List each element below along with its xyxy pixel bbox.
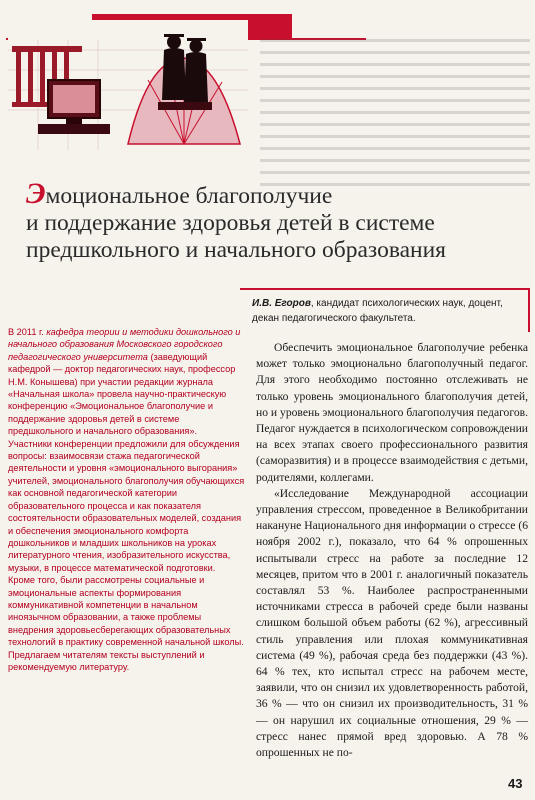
intro-p1-lead: В 2011 г. — [8, 327, 47, 337]
body-paragraph-2: «Исследование Международной ассоциации управления стрессом, проведенное в Великобритании накануне Национального дня информации о стрессе (6 ноября 2002 г.), показало, что 64 % опрошенных испытывали стресс на работе за последние 12 месяцев, притом что в 2001 г. аналогичный показатель составлял 53 %. Наиболее распространенными источниками стресса в рабочей среде были названы слишком большой объем работы (62 %), агрессивный стиль управления или плохая коммуникативная система (49 %), рабочая среда без поддержки (43 %). 64 % тех, кто испытал стресс на рабочем месте, заявили, что он снизил их удовлетворенность работой, 36 % — что он снизил их производительность, 31 % — он нарушил их социальные отношения, 29 % — стресс нанес прямой вред здоровью. А 78 % опрошенных не по- — [256, 486, 528, 760]
author-name: И.В. Егоров — [252, 298, 311, 309]
intro-paragraph-1 — [8, 326, 246, 438]
author-credentials: , кандидат психологических наук, доцент, декан педагогического факультета. — [252, 298, 503, 324]
title-line-3: предшкольного и начального образования — [26, 237, 446, 263]
title-drop-cap: Э — [26, 177, 46, 210]
title-line-2: и поддержание здоровья детей в системе — [26, 210, 435, 236]
intro-paragraph-4: Предлагаем читателям тексты выступлений и рекомендуемую литературу. — [8, 649, 205, 672]
body-column — [256, 340, 528, 761]
title-line-1: моциональное благополучие — [45, 183, 333, 209]
intro-p1-rest: (заведующий кафедрой — доктор педагогических наук, профессор Н.М. Конышева) при участии редакции журнала «Начальная школа» провела научно-практическую конференцию «Эмоциональное благополучие и поддержание здоровья детей в системе предшкольного и начального образования». — [8, 351, 236, 437]
page-number: 43 — [508, 776, 523, 791]
intro-paragraph-3: Кроме того, были рассмотрены социальные и эмоциональные аспекты формирования коммуникативной компетенции в начальном иноязычном образовании, а также проблемы внедрения здоровьесберегающих образовательных технологий в практику современной начальной школы. — [8, 575, 244, 648]
author-box — [240, 288, 530, 332]
intro-paragraph-2: Участники конференции предложили для обсуждения вопросы: взаимосвязи стажа педагогической деятельности и уровня «эмоционального выгорания» учителей, эмоционального благополучия обучающихся как основной педагогической категории образовательного процесса и как показателя состоятельности образовательных моделей, создания и обеспечения эмоционального комфорта дошкольников и младших школьников на уроках литературного чтения, изобразительного искусства, музыки, в процессе математической подготовки. — [8, 438, 245, 573]
body-paragraph-1: Обеспечить эмоциональное благополучие ребенка может только эмоционально благополучный педагог. Для этого необходимо постоянно отслеживать не только уровень эмоционального благополучия детей, но и уровень эмоционального благополучия педагогов. Педагог нуждается в психологическом сопровождении на всех этапах своего профессионального развития (саморазвития) и в процессе взаимодействия с детьми, родителями, коллегами. — [256, 341, 528, 484]
header-illustration — [8, 20, 248, 150]
article-title — [26, 177, 531, 264]
intro-column — [8, 326, 246, 673]
intro-p1-department: кафедра теории и методики дошкольного и начального образования Московского городского педагогического университета — [8, 327, 241, 362]
